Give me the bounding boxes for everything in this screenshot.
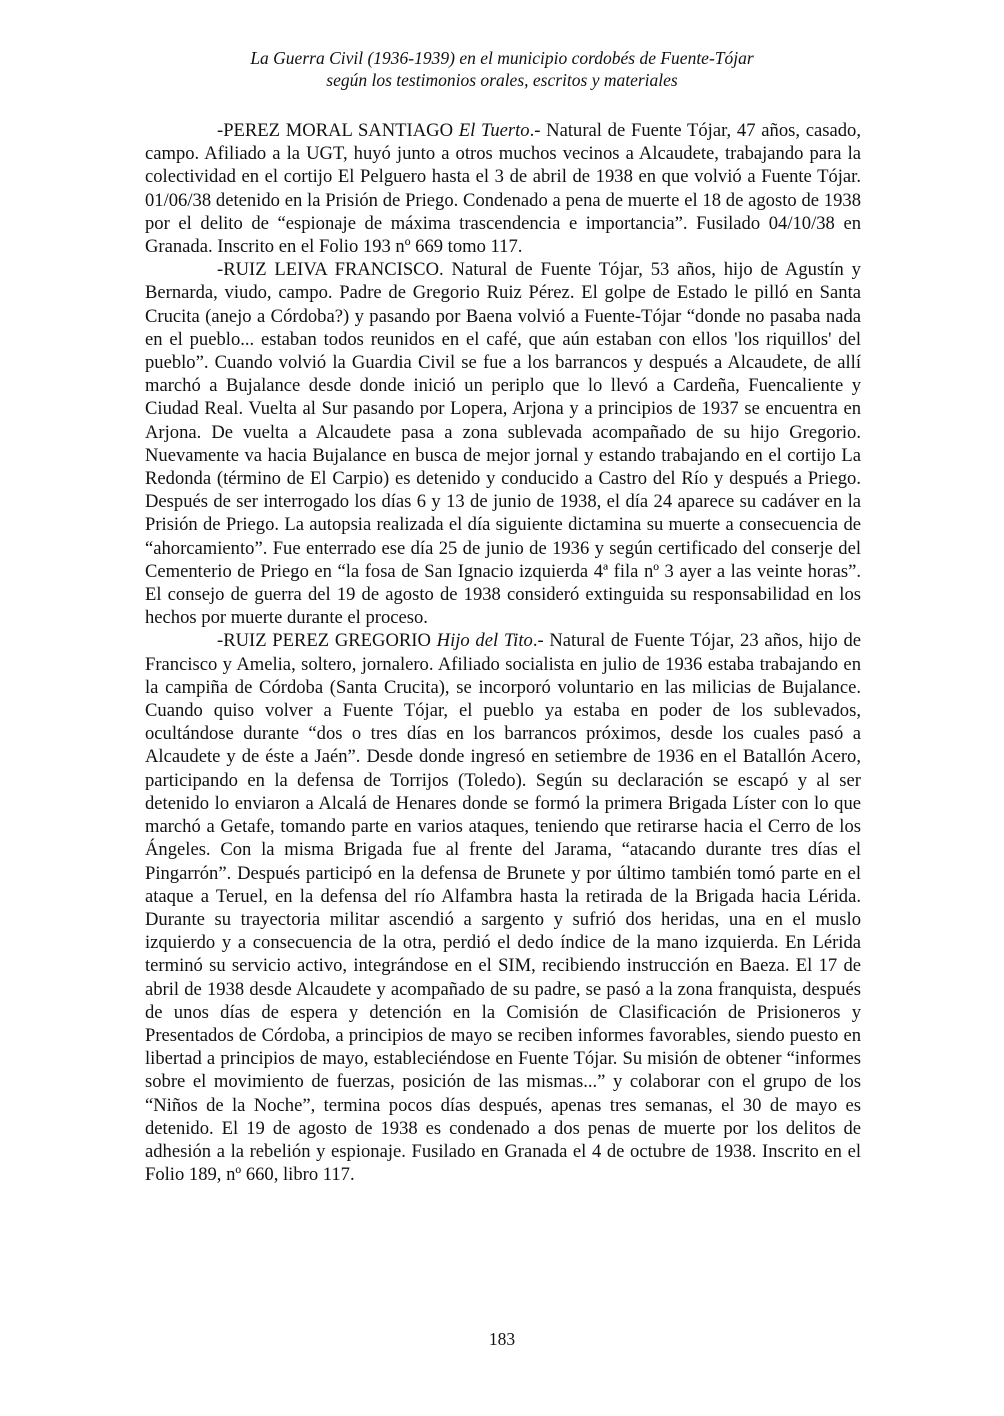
page-number: 183 <box>488 1329 516 1349</box>
entry-name: -PEREZ MORAL SANTIAGO <box>217 120 459 141</box>
entry-ruiz-perez-gregorio <box>145 629 861 1186</box>
entry-name: -RUIZ LEIVA FRANCISCO <box>217 259 439 281</box>
entry-alias: Hijo del Tito <box>436 630 533 652</box>
entry-perez-moral-santiago <box>145 119 861 258</box>
entry-alias: El Tuerto <box>458 120 530 141</box>
entry-text: .- Natural de Fuente Tójar, 47 años, casado, campo. Afiliado a la UGT, huyó junto a otros muchos vecinos a Alcaudete, trabajando para la colectividad en el cortijo El Pelguero hasta el 3 de abril de 1938 en que volvió a Fuente Tójar. 01/06/38 detenido en la Prisión de Priego. Condenado a pena de muerte el 18 de agosto de 1938 por el delito de “espionaje de máxima trascendencia e importancia”. Fusilado 04/10/38 en Granada. Inscrito en el Folio 193 nº 669 tomo 117. <box>145 120 861 258</box>
running-header <box>0 47 1004 91</box>
header-line-1: La Guerra Civil (1936-1939) en el municipio cordobés de Fuente-Tójar <box>250 48 754 68</box>
body-text <box>145 119 861 1186</box>
entry-text: . Natural de Fuente Tójar, 53 años, hijo de Agustín y Bernarda, viudo, campo. Padre de Gregorio Ruiz Pérez. El golpe de Estado le pilló en Santa Crucita (anejo a Córdoba?) y pasando por Baena volvió a Fuente-Tójar “donde no pasaba nada en el pueblo... estaban todos reunidos en el café, que aún estaban con ellos 'los riquillos' del pueblo”. Cuando volvió la Guardia Civil se fue a los barrancos y después a Alcaudete, de allí marchó a Bujalance desde donde inició un periplo que lo llevó a Cardeña, Fuencaliente y Ciudad Real. Vuelta al Sur pasando por Lopera, Arjona y a principios de 1937 se encuentra en Arjona. De vuelta a Alcaudete pasa a zona sublevada acompañado de su hijo Gregorio. Nuevamente va hacia Bujalance en busca de mejor jornal y estando trabajando en el cortijo La Redonda (término de El Carpio) es detenido y conducido a Castro del Río y después a Priego. Después de ser interrogado los días 6 y 13 de junio de 1938, el día 24 aparece su cadáver en la Prisión de Priego. La autopsia realizada el día siguiente dictamina su muerte a consecuencia de “ahorcamiento”. Fue enterrado ese día 25 de junio de 1936 y según certificado del conserje del Cementerio de Priego en “la fosa de San Ignacio izquierda 4ª fila nº 3 ayer a las veinte horas”. El consejo de guerra del 19 de agosto de 1938 consideró extinguida su responsabilidad en los hechos por muerte durante el proceso. <box>145 259 861 629</box>
entry-name: -RUIZ PEREZ GREGORIO <box>217 630 437 652</box>
entry-ruiz-leiva-francisco <box>145 258 861 629</box>
header-line-2: según los testimonios orales, escritos y materiales <box>326 70 678 90</box>
entry-text: .- Natural de Fuente Tójar, 23 años, hijo de Francisco y Amelia, soltero, jornalero. Afiliado socialista en julio de 1936 estaba trabajando en la campiña de Córdoba (Santa Crucita), se incorporó voluntario en las milicias de Bujalance. Cuando quiso volver a Fuente Tójar, el pueblo ya estaba en poder de los sublevados, ocultándose durante “dos o tres días en los barrancos próximos, desde los cuales pasó a Alcaudete y de éste a Jaén”. Desde donde ingresó en setiembre de 1936 en el Batallón Acero, participando en la defensa de Torrijos (Toledo). Según su declaración se escapó y al ser detenido lo enviaron a Alcalá de Henares donde se formó la primera Brigada Líster con lo que marchó a Getafe, tomando parte en varios ataques, teniendo que retirarse hacia el Cerro de los Ángeles. Con la misma Brigada fue al frente del Jarama, “atacando durante tres días el Pingarrón”. Después participó en la defensa de Brunete y por último también tomó parte en el ataque a Teruel, en la defensa del río Alfambra hasta la retirada de la Brigada hacia Lérida. Durante su trayectoria militar ascendió a sargento y sufrió dos heridas, una en el muslo izquierdo y a consecuencia de la otra, perdió el dedo índice de la mano izquierda. En Lérida terminó su servicio activo, integrándose en el SIM, recibiendo instrucción en Baeza. El 17 de abril de 1938 desde Alcaudete y acompañado de su padre, se pasó a la zona franquista, después de unos días de espera y detención en la Comisión de Clasificación de Prisioneros y Presentados de Córdoba, a principios de mayo se reciben informes favorables, siendo puesto en libertad a principios de mayo, estableciéndose en Fuente Tójar. Su misión de obtener “informes sobre el movimiento de fuerzas, posición de las mismas...” y colaborar con el grupo de los “Niños de la Noche”, termina pocos días después, apenas tres semanas, el 30 de mayo es detenido. El 19 de agosto de 1938 es condenado a dos penas de muerte por los delitos de adhesión a la rebelión y espionaje. Fusilado en Granada el 4 de octubre de 1938. Inscrito en el Folio 189, nº 660, libro 117. <box>145 630 861 1186</box>
